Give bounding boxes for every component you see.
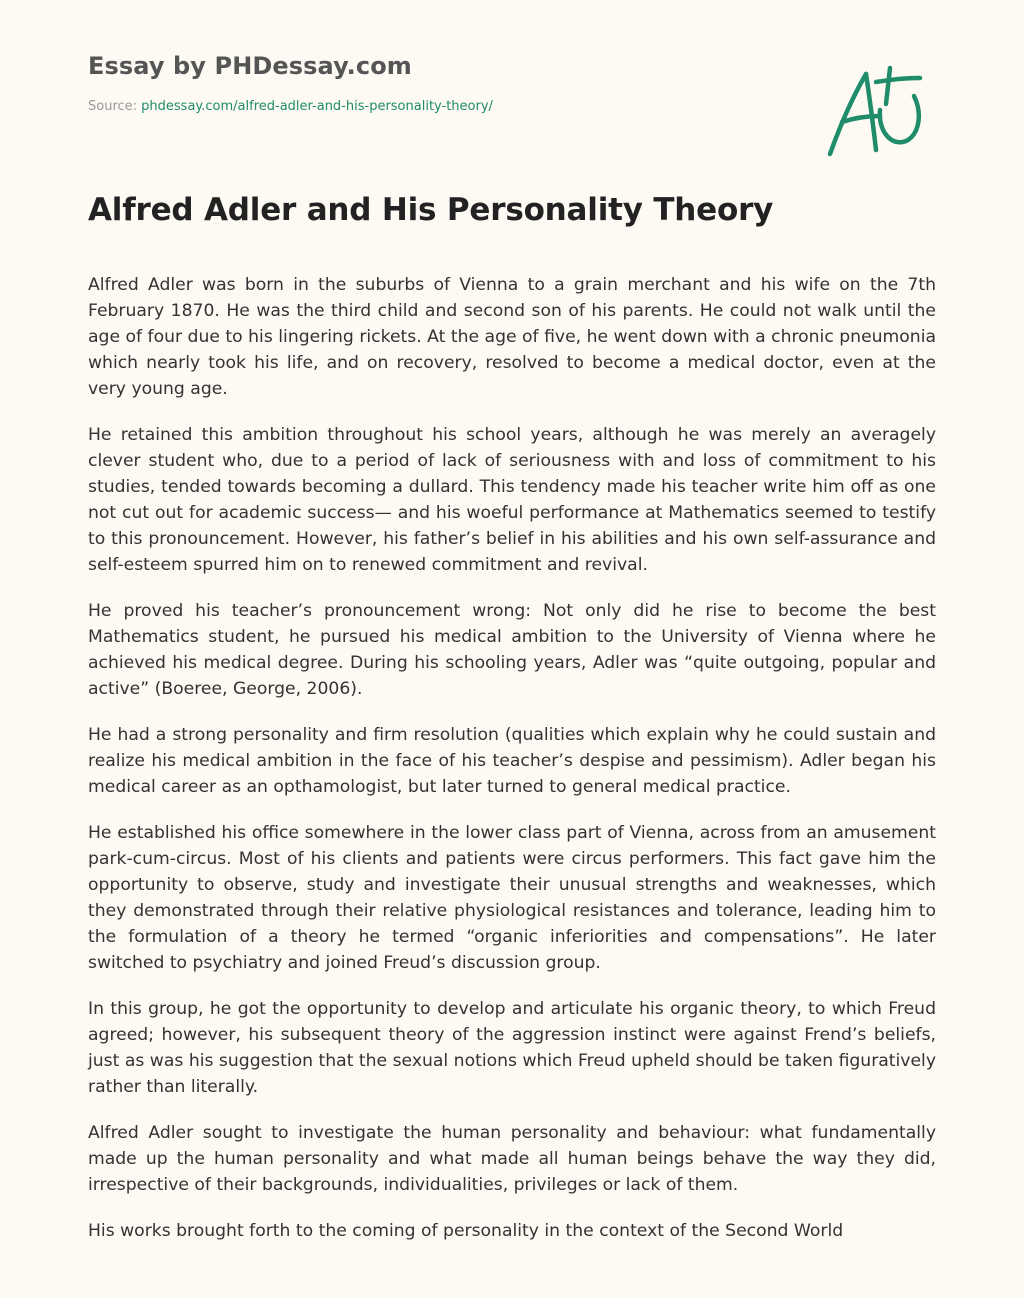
paragraph: He proved his teacher’s pronouncement wrong: Not only did he rise to become the best Mathematics student, he pursued his medical ambition to the University of Vienna where he achieved his medical degree. During his schooling years, Adler was “quite outgoing, popular and active” (Boeree, George, 2006). (88, 601, 936, 699)
source-link[interactable]: phdessay.com/alfred-adler-and-his-personality-theory/ (141, 99, 493, 114)
paragraph: His works brought forth to the coming of personality in the context of the Second World (88, 1221, 844, 1241)
paragraph: In this group, he got the opportunity to develop and articulate his organic theory, to which Freud agreed; however, his subsequent theory of the aggression instinct were against Frend’s beliefs, just as was his suggestion that the sexual notions which Freud upheld should be taken figuratively rather than literally. (88, 999, 936, 1097)
source-label: Source: (88, 99, 138, 114)
source-line (88, 98, 788, 116)
brand-name: Essay by PHDessay.com (88, 52, 412, 80)
essay-title: Alfred Adler and His Personality Theory (88, 192, 774, 228)
paragraph: Alfred Adler sought to investigate the human personality and behaviour: what fundamentally made up the human personality and what made all human beings behave the way they did, irrespective of their backgrounds, individualities, privileges or lack of them. (88, 1123, 936, 1195)
paragraph: He retained this ambition throughout his school years, although he was merely an averagely clever student who, due to a period of lack of seriousness with and loss of commitment to his studies, tended towards becoming a dullard. This tendency made his teacher write him off as one not cut out for academic success— and his woeful performance at Mathematics seemed to testify to this pronouncement. However, his father’s belief in his abilities and his own self-assurance and self-esteem spurred him on to renewed commitment and revival. (88, 425, 936, 575)
essay-body (88, 272, 936, 1264)
a-plus-grade-icon (820, 64, 930, 164)
paragraph: He established his office somewhere in the lower class part of Vienna, across from an amusement park-cum-circus. Most of his clients and patients were circus performers. This fact gave him the opportunity to observe, study and investigate their unusual strengths and weaknesses, which they demonstrated through their relative physiological resistances and tolerance, leading him to the formulation of a theory he termed “organic inferiorities and compensations”. He later switched to psychiatry and joined Freud’s discussion group. (88, 823, 936, 973)
page-header (88, 50, 788, 116)
paragraph: He had a strong personality and firm resolution (qualities which explain why he could sustain and realize his medical ambition in the face of his teacher’s despise and pessimism). Adler began his medical career as an opthamologist, but later turned to general medical practice. (88, 725, 936, 797)
paragraph: Alfred Adler was born in the suburbs of Vienna to a grain merchant and his wife on the 7th February 1870. He was the third child and second son of his parents. He could not walk until the age of four due to his lingering rickets. At the age of five, he went down with a chronic pneumonia which nearly took his life, and on recovery, resolved to become a medical doctor, even at the very young age. (88, 275, 936, 399)
